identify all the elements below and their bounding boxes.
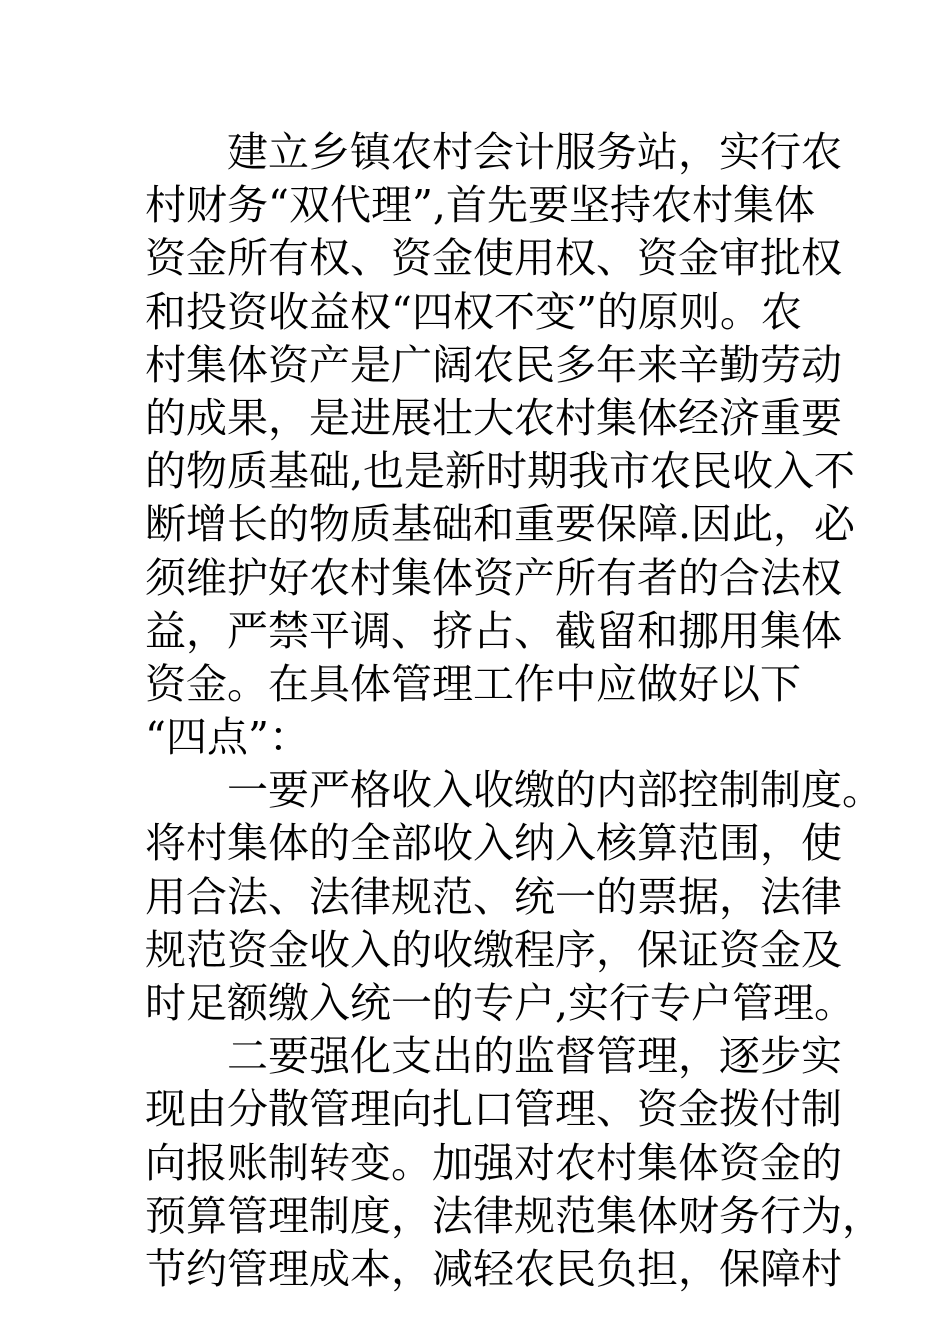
text-line: 现由分散管理向扎口管理、资金拨付制	[145, 1085, 842, 1134]
paragraph-2	[145, 764, 883, 1030]
text-line: 资金所有权、资金使用权、资金审批权	[145, 234, 842, 283]
text-line: “四点”：	[145, 713, 310, 762]
text-line: 预算管理制度，法律规范集体财务行为，	[145, 1191, 883, 1240]
text-line: 村集体资产是广阔农民多年来辛勤劳动	[145, 340, 842, 389]
text-line: 二要强化支出的监督管理，逐步实	[227, 1032, 842, 1081]
text-line: 村财务“双代理”,首先要坚持农村集体	[145, 181, 815, 230]
document-body	[145, 126, 883, 1296]
paragraph-1	[145, 126, 856, 764]
paragraph-3	[145, 1030, 883, 1296]
text-line: 节约管理成本，减轻农民负担，保障村	[145, 1244, 842, 1293]
text-line: 益，严禁平调、挤占、截留和挪用集体	[145, 606, 842, 655]
text-line: 的成果，是进展壮大农村集体经济重要	[145, 393, 842, 442]
text-line: 将村集体的全部收入纳入核算范围，使	[145, 819, 842, 868]
text-line: 断增长的物质基础和重要保障.因此，必	[145, 500, 856, 549]
text-line: 建立乡镇农村会计服务站，实行农	[227, 128, 842, 176]
text-line: 用合法、法律规范、统一的票据，法律	[145, 872, 842, 921]
text-line: 须维护好农村集体资产所有者的合法权	[145, 553, 842, 602]
text-line: 一要严格收入收缴的内部控制制度。	[227, 766, 883, 815]
text-line: 时足额缴入统一的专户,实行专户管理。	[145, 979, 856, 1027]
text-line: 的物质基础,也是新时期我市农民收入不	[145, 447, 856, 496]
text-line: 规范资金收入的收缴程序，保证资金及	[145, 925, 842, 974]
text-line: 向报账制转变。加强对农村集体资金的	[145, 1138, 842, 1187]
text-line: 和投资收益权“四权不变”的原则。农	[145, 287, 802, 336]
text-line: 资金。在具体管理工作中应做好以下	[145, 659, 801, 708]
